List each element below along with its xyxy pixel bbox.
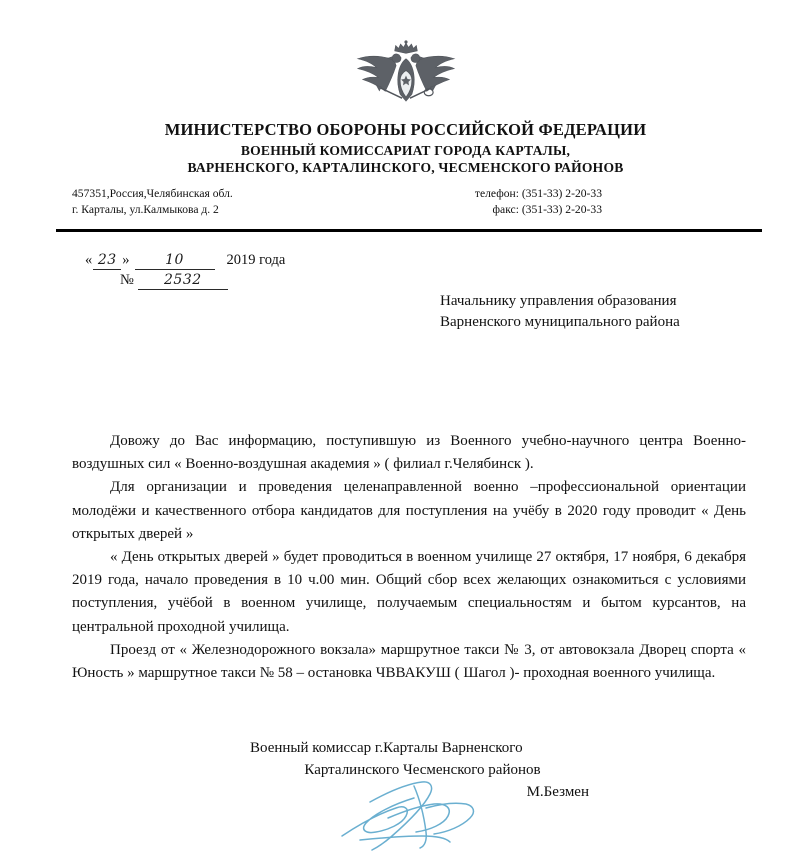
signatory-title-line-1: Военный комиссар г.Карталы Варненского — [250, 740, 523, 756]
number-line — [84, 272, 285, 290]
addressee-line-2: Варненского муниципального района — [440, 314, 680, 330]
commissariat-title-line-2: ВАРНЕНСКОГО, КАРТАЛИНСКОГО, ЧЕСМЕНСКОГО РАЙОНОВ — [187, 160, 624, 175]
registration-number-field: 2532 — [138, 272, 228, 290]
commissariat-title-line-1: ВОЕННЫЙ КОМИССАРИАТ ГОРОДА КАРТАЛЫ, — [240, 143, 571, 158]
addressee-line-1: Начальнику управления образования — [440, 293, 677, 309]
document-body — [72, 430, 746, 685]
date-month-field: 10 — [135, 252, 215, 270]
address-line-2: г. Карталы, ул.Калмыкова д. 2 — [72, 202, 219, 216]
header-divider-rule — [56, 229, 762, 232]
date-day-field: 23 — [93, 252, 121, 270]
signature-block — [250, 737, 595, 803]
phone-details — [372, 186, 602, 217]
ministry-of-defence-eagle-emblem — [346, 40, 466, 114]
body-paragraph: Довожу до Вас информацию, поступившую из Военного учебно-научного центра Военно-воздушных сил « Военно-воздушная академия » ( филиал г.Челябинск ). — [72, 433, 746, 473]
postal-address — [72, 186, 372, 217]
body-paragraph: Для организации и проведения целенаправленной военно –профессиональной ориентации молодёжи и качественного отбора кандидатов для поступления на учёбу в 2020 году проводит « День открытых дверей » — [72, 479, 746, 542]
body-paragraph: « День открытых дверей » будет проводиться в военном училище 27 октября, 17 ноября, 6 декабря 2019 года, начало проведения в 10 ч.00 мин. Общий сбор всех желающих ознакомиться с условиями поступления, учёбой в военном училище, получаемым специальностям и бытом курсантов, на центральной проходной училища. — [72, 549, 746, 635]
contact-details — [72, 186, 744, 217]
addressee-block — [440, 291, 770, 333]
date-year-label: 2019 года — [226, 252, 286, 268]
letterhead-header — [0, 120, 811, 176]
date-open-quote: « — [85, 252, 93, 268]
ministry-title: МИНИСТЕРСТВО ОБОРОНЫ РОССИЙСКОЙ ФЕДЕРАЦИИ — [164, 120, 647, 139]
signatory-name: М.Безмен — [526, 784, 589, 800]
registration-block — [84, 252, 285, 290]
signatory-title-line-2: Карталинского Чесменского районов — [304, 762, 541, 778]
date-close-quote: » — [122, 252, 130, 268]
body-paragraph: Проезд от « Железнодорожного вокзала» маршрутное такси № 3, от автовокзала Дворец спорта « Юность » маршрутное такси № 58 – остановка ЧВВАКУШ ( Шагол )- проходная военного училища. — [72, 641, 746, 682]
date-line — [84, 252, 285, 270]
phone-number: телефон: (351-33) 2-20-33 — [474, 187, 602, 200]
number-label: № — [120, 272, 134, 288]
emblem-container — [0, 40, 811, 119]
fax-number: факс: (351-33) 2-20-33 — [492, 202, 602, 216]
address-line-1: 457351,Россия,Челябинская обл. — [72, 187, 233, 200]
